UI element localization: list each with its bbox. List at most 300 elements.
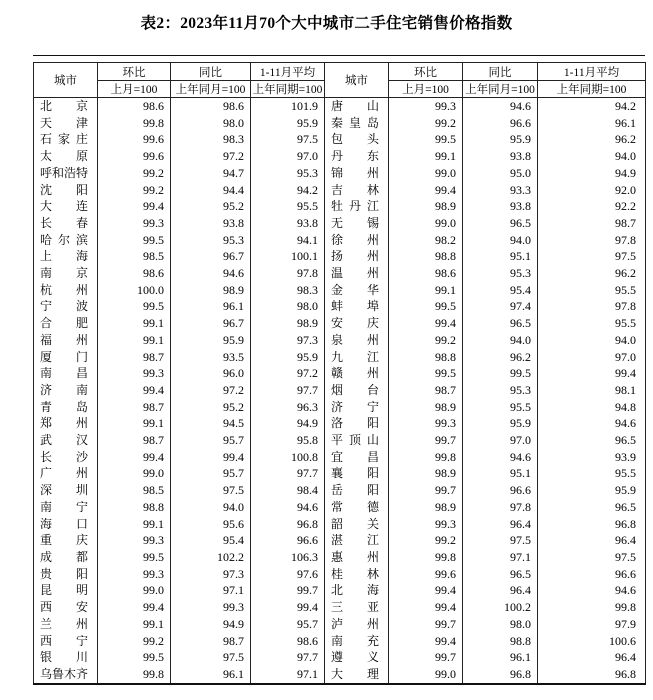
avg-value-left: 97.3 [251,332,325,349]
yoy-value-right: 96.5 [463,315,538,332]
mom-value-left: 99.5 [98,549,171,566]
city-cell-left [34,382,98,399]
city-cell-right [325,248,389,265]
city-cell-left [34,666,98,684]
table-row [34,282,646,299]
yoy-value-left: 93.8 [171,215,251,232]
avg-value-right: 97.0 [538,349,646,366]
city-cell-right [325,415,389,432]
yoy-value-left: 94.7 [171,165,251,182]
city-name: 赣州 [331,366,379,381]
city-name: 南昌 [40,366,88,381]
table-title: 表2：2023年11月70个大中城市二手住宅销售价格指数 [140,15,513,32]
city-cell-left [34,566,98,583]
yoy-value-right: 97.5 [463,532,538,549]
table-row [34,566,646,583]
city-name: 南京 [40,266,88,281]
avg-value-right: 97.5 [538,549,646,566]
city-name: 泉州 [331,332,379,347]
table-row [34,349,646,366]
city-cell-right [325,98,389,115]
avg-value-left: 93.8 [251,215,325,232]
mom-value-right: 99.1 [389,282,463,299]
mom-value-left: 98.6 [98,98,171,115]
mom-value-left: 99.2 [98,182,171,199]
yoy-value-left: 102.2 [171,549,251,566]
mom-value-right: 99.5 [389,298,463,315]
table-row [34,465,646,482]
mom-value-right: 98.7 [389,382,463,399]
yoy-value-right: 95.3 [463,382,538,399]
city-name: 湛江 [331,533,379,548]
yoy-value-left: 96.1 [171,666,251,684]
city-cell-right [325,599,389,616]
city-name: 南充 [331,633,379,648]
avg-value-left: 100.1 [251,248,325,265]
city-name: 合肥 [40,316,88,331]
city-name: 牡丹江 [331,199,379,214]
avg-value-left: 97.2 [251,365,325,382]
yoy-value-right: 97.0 [463,432,538,449]
avg-value-left: 97.6 [251,566,325,583]
avg-value-right: 96.2 [538,265,646,282]
avg-value-left: 94.1 [251,232,325,249]
city-cell-right [325,182,389,199]
city-name: 青岛 [40,399,88,414]
avg-value-left: 94.9 [251,415,325,432]
mom-value-right: 99.2 [389,332,463,349]
yoy-value-left: 97.5 [171,649,251,666]
header-mom-left: 环比 [98,63,171,81]
yoy-value-left: 98.9 [171,282,251,299]
mom-value-right: 98.9 [389,399,463,416]
yoy-value-left: 98.3 [171,131,251,148]
avg-value-right: 97.5 [538,248,646,265]
avg-value-right: 96.8 [538,666,646,684]
mom-value-left: 99.6 [98,131,171,148]
city-cell-right [325,232,389,249]
mom-value-left: 100.0 [98,282,171,299]
mom-value-left: 99.2 [98,165,171,182]
header-avg-right: 1-11月平均 [538,63,646,81]
city-name: 遵义 [331,650,379,665]
city-cell-right [325,165,389,182]
avg-value-left: 95.8 [251,432,325,449]
city-name: 海口 [40,516,88,531]
city-name: 岳阳 [331,483,379,498]
mom-value-right: 98.9 [389,465,463,482]
mom-value-left: 99.0 [98,582,171,599]
avg-value-left: 98.6 [251,633,325,650]
city-cell-left [34,98,98,115]
city-name: 温州 [331,266,379,281]
yoy-value-left: 95.2 [171,198,251,215]
avg-value-right: 95.5 [538,315,646,332]
city-cell-right [325,198,389,215]
yoy-value-right: 96.6 [463,482,538,499]
city-name: 襄阳 [331,466,379,481]
table-row [34,332,646,349]
city-name: 九江 [331,349,379,364]
yoy-value-left: 99.4 [171,449,251,466]
mom-value-left: 99.3 [98,566,171,583]
avg-value-left: 95.3 [251,165,325,182]
avg-value-right: 94.6 [538,415,646,432]
table-row [34,449,646,466]
table-row [34,165,646,182]
mom-value-left: 99.3 [98,215,171,232]
yoy-value-left: 96.7 [171,248,251,265]
city-name: 泸州 [331,616,379,631]
mom-value-right: 98.6 [389,265,463,282]
table-row [34,265,646,282]
avg-value-left: 98.4 [251,482,325,499]
avg-value-right: 94.0 [538,332,646,349]
table-row [34,198,646,215]
city-cell-left [34,365,98,382]
header-mom-base-left: 上月=100 [98,81,171,98]
city-name: 济宁 [331,399,379,414]
yoy-value-right: 96.4 [463,516,538,533]
yoy-value-right: 97.8 [463,499,538,516]
yoy-value-left: 95.7 [171,465,251,482]
avg-value-left: 100.8 [251,449,325,466]
city-name: 无锡 [331,215,379,230]
mom-value-left: 99.1 [98,415,171,432]
yoy-value-left: 97.5 [171,482,251,499]
header-row-1 [34,63,646,81]
avg-value-right: 96.4 [538,532,646,549]
table-row [34,532,646,549]
city-name: 乌鲁木齐 [40,666,89,681]
table-row [34,649,646,666]
table-row [34,182,646,199]
mom-value-left: 99.5 [98,649,171,666]
city-name: 武汉 [40,433,88,448]
table-row [34,215,646,232]
city-name: 成都 [40,549,88,564]
city-name: 济南 [40,382,88,397]
yoy-value-left: 97.3 [171,566,251,583]
city-cell-right [325,148,389,165]
mom-value-left: 99.3 [98,365,171,382]
yoy-value-right: 96.6 [463,115,538,132]
yoy-value-right: 93.3 [463,182,538,199]
city-name: 桂林 [331,566,379,581]
yoy-value-right: 94.0 [463,232,538,249]
city-name: 南宁 [40,499,88,514]
yoy-value-left: 96.1 [171,298,251,315]
yoy-value-right: 94.0 [463,332,538,349]
table-row [34,599,646,616]
city-name: 北京 [40,99,88,113]
city-name: 徐州 [331,232,379,247]
header-avg-left: 1-11月平均 [251,63,325,81]
mom-value-left: 99.1 [98,516,171,533]
city-name: 银川 [40,650,88,665]
city-cell-right [325,432,389,449]
city-cell-right [325,399,389,416]
avg-value-right: 96.4 [538,649,646,666]
yoy-value-right: 95.9 [463,415,538,432]
city-cell-left [34,649,98,666]
table-row [34,415,646,432]
avg-value-right: 95.9 [538,482,646,499]
yoy-value-right: 95.3 [463,265,538,282]
city-name: 广州 [40,466,88,481]
avg-value-right: 96.5 [538,432,646,449]
avg-value-left: 95.9 [251,349,325,366]
mom-value-left: 99.4 [98,198,171,215]
city-name: 唐山 [331,99,379,113]
mom-value-right: 98.9 [389,198,463,215]
avg-value-right: 96.1 [538,115,646,132]
mom-value-left: 99.5 [98,298,171,315]
city-name: 石家庄 [40,132,88,147]
avg-value-left: 95.9 [251,115,325,132]
avg-value-right: 92.2 [538,198,646,215]
avg-value-left: 98.0 [251,298,325,315]
yoy-value-right: 94.6 [463,449,538,466]
table-row [34,633,646,650]
city-cell-left [34,215,98,232]
yoy-value-right: 96.5 [463,566,538,583]
avg-value-right: 95.5 [538,465,646,482]
yoy-value-right: 95.9 [463,131,538,148]
yoy-value-right: 96.4 [463,582,538,599]
city-cell-left [34,465,98,482]
city-cell-right [325,115,389,132]
avg-value-left: 97.1 [251,666,325,684]
yoy-value-left: 95.7 [171,432,251,449]
table-row [34,432,646,449]
city-cell-right [325,666,389,684]
yoy-value-right: 100.2 [463,599,538,616]
yoy-value-left: 94.0 [171,499,251,516]
avg-value-right: 92.0 [538,182,646,199]
yoy-value-left: 96.7 [171,315,251,332]
city-cell-right [325,131,389,148]
avg-value-left: 98.3 [251,282,325,299]
city-cell-left [34,282,98,299]
city-cell-right [325,332,389,349]
mom-value-right: 99.4 [389,599,463,616]
mom-value-left: 98.6 [98,265,171,282]
city-cell-left [34,415,98,432]
yoy-value-right: 95.1 [463,465,538,482]
mom-value-right: 99.2 [389,115,463,132]
mom-value-left: 99.1 [98,332,171,349]
city-cell-left [34,582,98,599]
yoy-value-right: 95.0 [463,165,538,182]
mom-value-left: 98.7 [98,432,171,449]
mom-value-right: 99.2 [389,532,463,549]
city-name: 西宁 [40,633,88,648]
city-name: 锦州 [331,165,379,180]
header-city-left: 城市 [34,63,98,98]
mom-value-right: 99.4 [389,582,463,599]
city-name: 宜昌 [331,449,379,464]
table-row [34,499,646,516]
yoy-value-left: 98.0 [171,115,251,132]
yoy-value-left: 94.4 [171,182,251,199]
table-row [34,248,646,265]
avg-value-right: 98.1 [538,382,646,399]
city-cell-right [325,465,389,482]
city-name: 包头 [331,132,379,147]
city-name: 哈尔滨 [40,232,88,247]
city-name: 大连 [40,199,88,214]
city-name: 常德 [331,499,379,514]
mom-value-right: 99.6 [389,566,463,583]
mom-value-right: 99.7 [389,482,463,499]
header-yoy-base-right: 上年同月=100 [463,81,538,98]
table-row [34,148,646,165]
city-cell-right [325,449,389,466]
avg-value-left: 97.5 [251,131,325,148]
table-row [34,232,646,249]
header-mom-base-right: 上月=100 [389,81,463,98]
city-cell-right [325,566,389,583]
avg-value-left: 95.5 [251,198,325,215]
yoy-value-right: 97.1 [463,549,538,566]
yoy-value-left: 93.5 [171,349,251,366]
yoy-value-left: 95.4 [171,532,251,549]
city-cell-left [34,232,98,249]
table-body [34,98,646,684]
yoy-value-left: 96.0 [171,365,251,382]
mom-value-right: 99.7 [389,649,463,666]
city-cell-left [34,532,98,549]
price-index-table [33,62,646,685]
mom-value-right: 98.2 [389,232,463,249]
yoy-value-right: 98.8 [463,633,538,650]
table-row [34,549,646,566]
mom-value-right: 99.8 [389,449,463,466]
yoy-value-left: 97.2 [171,148,251,165]
avg-value-left: 99.4 [251,599,325,616]
table-row [34,482,646,499]
mom-value-right: 99.4 [389,182,463,199]
avg-value-left: 95.7 [251,616,325,633]
city-cell-right [325,349,389,366]
avg-value-right: 94.0 [538,148,646,165]
mom-value-right: 99.8 [389,549,463,566]
mom-value-right: 99.0 [389,165,463,182]
city-cell-right [325,649,389,666]
yoy-value-left: 98.7 [171,633,251,650]
mom-value-right: 98.8 [389,349,463,366]
city-name: 宁波 [40,299,88,314]
city-cell-right [325,365,389,382]
city-cell-left [34,633,98,650]
city-name: 郑州 [40,416,88,431]
header-yoy-base-left: 上年同月=100 [171,81,251,98]
mom-value-left: 98.7 [98,399,171,416]
table-row [34,98,646,115]
table-header [34,63,646,98]
table-row [34,315,646,332]
city-name: 惠州 [331,549,379,564]
yoy-value-right: 96.2 [463,349,538,366]
yoy-value-left: 97.2 [171,382,251,399]
yoy-value-right: 94.6 [463,98,538,115]
mom-value-left: 99.6 [98,148,171,165]
yoy-value-left: 97.1 [171,582,251,599]
city-cell-right [325,482,389,499]
city-name: 沈阳 [40,182,88,197]
yoy-value-right: 95.5 [463,399,538,416]
city-cell-right [325,298,389,315]
mom-value-right: 99.4 [389,315,463,332]
city-cell-left [34,315,98,332]
city-cell-left [34,165,98,182]
city-name: 三亚 [331,600,379,615]
avg-value-left: 94.6 [251,499,325,516]
mom-value-left: 99.5 [98,232,171,249]
yoy-value-right: 95.1 [463,248,538,265]
city-name: 太原 [40,149,88,164]
yoy-value-right: 98.0 [463,616,538,633]
city-name: 秦皇岛 [331,115,379,130]
avg-value-right: 94.2 [538,98,646,115]
avg-value-right: 96.8 [538,516,646,533]
mom-value-right: 99.4 [389,633,463,650]
city-cell-left [34,332,98,349]
price-index-table-container [33,55,645,685]
city-name: 丹东 [331,149,379,164]
avg-value-left: 97.7 [251,649,325,666]
table-row [34,298,646,315]
city-cell-left [34,616,98,633]
city-name: 长沙 [40,449,88,464]
city-cell-right [325,633,389,650]
table-row [34,365,646,382]
yoy-value-left: 94.5 [171,415,251,432]
mom-value-left: 98.5 [98,248,171,265]
city-cell-left [34,399,98,416]
city-cell-right [325,616,389,633]
avg-value-right: 93.9 [538,449,646,466]
mom-value-left: 98.7 [98,349,171,366]
avg-value-left: 97.7 [251,465,325,482]
city-cell-right [325,265,389,282]
city-cell-left [34,549,98,566]
city-cell-left [34,516,98,533]
avg-value-left: 96.3 [251,399,325,416]
mom-value-left: 98.8 [98,499,171,516]
city-cell-right [325,282,389,299]
avg-value-left: 94.2 [251,182,325,199]
table-row [34,582,646,599]
yoy-value-right: 96.5 [463,215,538,232]
avg-value-right: 97.8 [538,232,646,249]
avg-value-left: 97.8 [251,265,325,282]
city-cell-right [325,499,389,516]
yoy-value-right: 96.1 [463,649,538,666]
city-name: 杭州 [40,282,88,297]
city-name: 平顶山 [331,433,379,448]
yoy-value-left: 98.6 [171,98,251,115]
city-cell-left [34,298,98,315]
city-cell-left [34,182,98,199]
mom-value-right: 99.0 [389,215,463,232]
avg-value-right: 100.6 [538,633,646,650]
city-name: 烟台 [331,382,379,397]
mom-value-left: 99.4 [98,599,171,616]
avg-value-left: 96.6 [251,532,325,549]
yoy-value-left: 94.6 [171,265,251,282]
